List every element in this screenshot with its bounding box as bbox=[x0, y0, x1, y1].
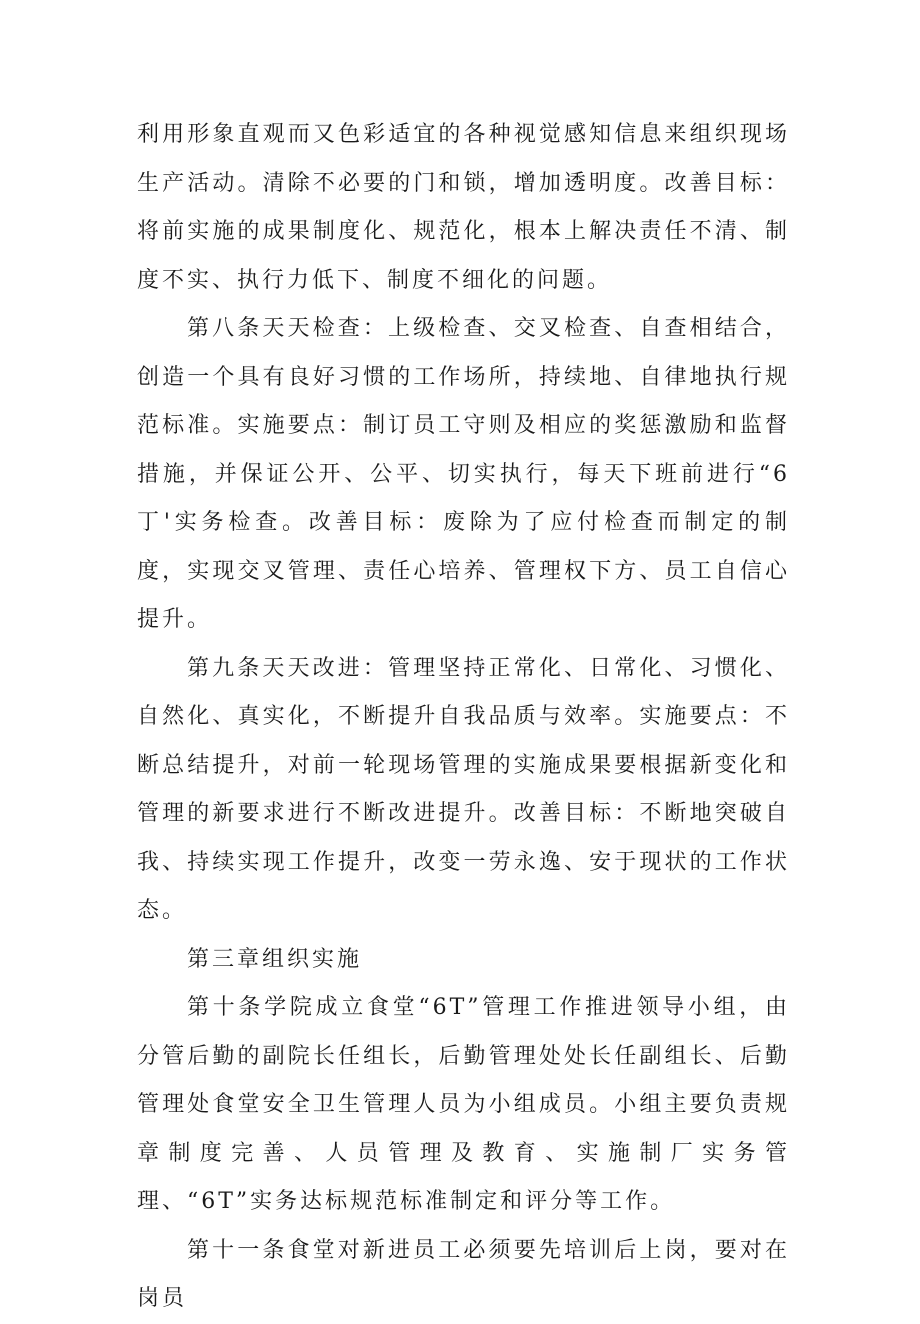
paragraph-continuation: 利用形象直观而又色彩适宜的各种视觉感知信息来组织现场生产活动。清除不必要的门和锁，增加透明度。改善目标：将前实施的成果制度化、规范化，根本上解决责任不清、制度不实、执行力低下、制度不细化的问题。 bbox=[137, 122, 790, 293]
chapter-heading: 第三章组织实施 bbox=[187, 946, 363, 972]
paragraph-article-10: 第十条学院成立食堂“6T”管理工作推进领导小组，由分管后勤的副院长任组长，后勤管理处处长任副组长、后勤管理处食堂安全卫生管理人员为小组成员。小组主要负责规章制度完善、人员管理及教育、实施制厂实务管理、“6T”实务达标规范标准制定和评分等工作。 bbox=[137, 995, 790, 1214]
paragraph-article-11: 第十一条食堂对新进员工必须要先培训后上岗，要对在岗员 bbox=[137, 1237, 790, 1311]
paragraph-article-9: 第九条天天改进：管理坚持正常化、日常化、习惯化、自然化、真实化，不断提升自我品质与效率。实施要点：不断总结提升，对前一轮现场管理的实施成果要根据新变化和管理的新要求进行不断改进提升。改善目标：不断地突破自我、持续实现工作提升，改变一劳永逸、安于现状的工作状态。 bbox=[137, 655, 790, 923]
paragraph-article-8: 第八条天天检查：上级检查、交叉检查、自查相结合，创造一个具有良好习惯的工作场所，持续地、自律地执行规范标准。实施要点：制订员工守则及相应的奖惩激励和监督措施，并保证公开、公平、切实执行，每天下班前进行“6丁'实务检查。改善目标：废除为了应付检查而制定的制度，实现交叉管理、责任心培养、管理权下方、员工自信心提升。 bbox=[137, 316, 790, 632]
document-body bbox=[137, 111, 790, 1324]
